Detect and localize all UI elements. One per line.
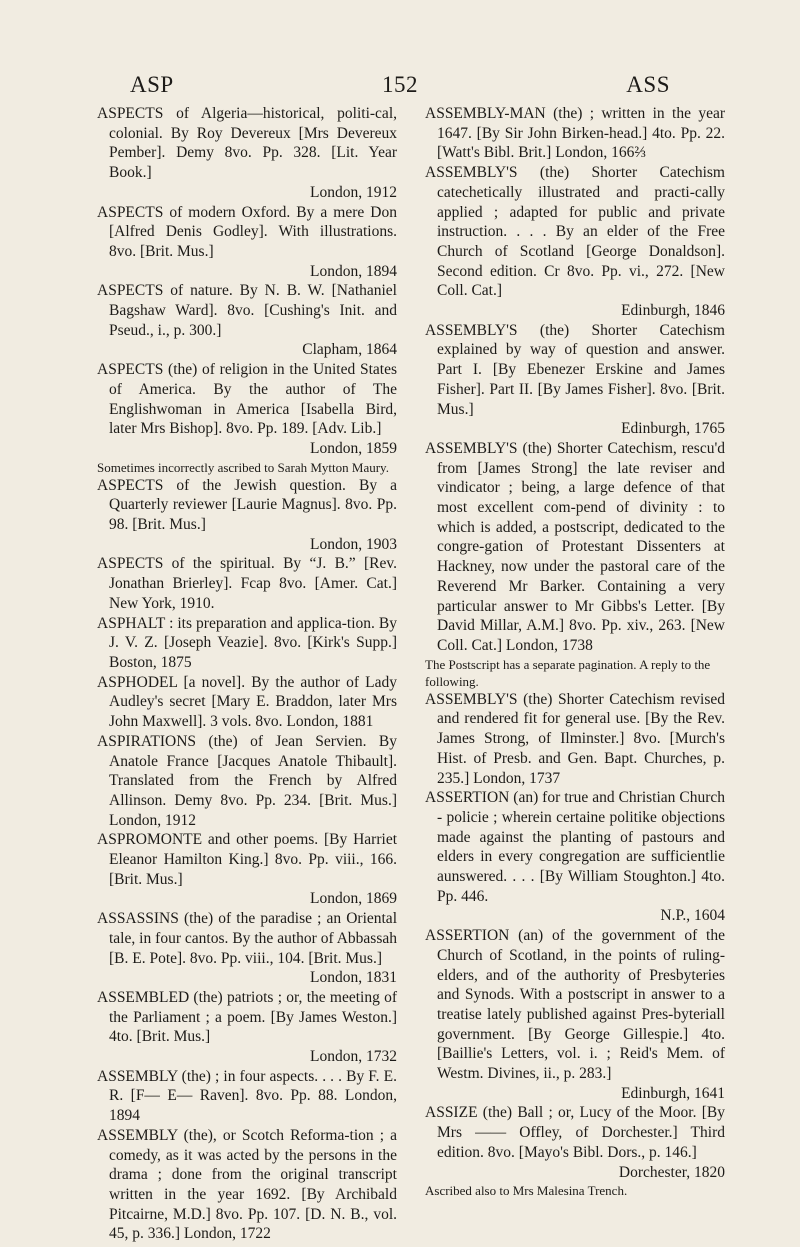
entry-note: Sometimes incorrectly ascribed to Sarah Mytton Maury. <box>97 459 389 475</box>
entry-text: ASSASSINS (the) of the paradise ; an Oriental tale, in four cantos. By the author of Abbassah [B. E. Pote]. 8vo. Pp. viii., 104. [Brit. Mus.] <box>97 910 397 967</box>
bibliography-entry <box>425 926 725 1103</box>
entry-text: ASSEMBLY'S (the) Shorter Catechism explained by way of question and answer. Part I. [By Ebenezer Erskine and James Fisher]. Part II. [By James Fisher]. 8vo. [Brit. Mus.] <box>425 321 725 418</box>
bibliography-entry <box>425 788 725 926</box>
bibliography-entry <box>97 988 397 1067</box>
entry-imprint: Edinburgh, 1765 <box>621 420 725 438</box>
entry-imprint: Edinburgh, 1846 <box>621 302 725 320</box>
header-right-guideword: ASS <box>626 72 670 97</box>
entry-text: ASPECTS of modern Oxford. By a mere Don [Alfred Denis Godley]. With illustrations. 8vo. [Brit. Mus.] <box>97 203 397 260</box>
running-header <box>130 72 670 102</box>
bibliography-entry <box>425 104 725 163</box>
bibliography-entry <box>97 203 397 282</box>
bibliography-entry <box>97 281 397 360</box>
bibliography-entry <box>97 830 397 909</box>
entry-text: ASSIZE (the) Ball ; or, Lucy of the Moor. [By Mrs —— Offley, of Dorchester.] Third edition. 8vo. [Mayo's Bibl. Dors., p. 146.] <box>425 1104 725 1161</box>
entry-text: ASSEMBLY (the), or Scotch Reforma-tion ; a comedy, as it was acted by the persons in the drama ; done from the original transcript written in the year 1692. [By Archibald Pitcairne, M.D.] 8vo. Pp. 107. [D. N. B., vol. 45, p. 336.] London, 1722 <box>97 1126 397 1243</box>
entry-text: ASPECTS of the spiritual. By “J. B.” [Rev. Jonathan Brierley]. Fcap 8vo. [Amer. Cat.] New York, 1910. <box>97 555 397 612</box>
entry-text: ASSEMBLY (the) ; in four aspects. . . . By F. E. R. [F— E— Raven]. 8vo. Pp. 88. London, 1894 <box>97 1067 397 1125</box>
entry-text: ASPECTS of the Jewish question. By a Quarterly reviewer [Laurie Magnus]. 8vo. Pp. 98. [Brit. Mus.] <box>97 476 397 534</box>
entry-imprint: Edinburgh, 1641 <box>621 1084 725 1102</box>
bibliography-entry <box>97 614 397 673</box>
bibliography-entry <box>97 673 397 732</box>
bibliography-entry <box>425 690 725 789</box>
bibliography-entry <box>425 321 725 439</box>
entry-imprint: London, 1732 <box>310 1048 397 1066</box>
header-left-guideword: ASP <box>130 72 174 97</box>
entry-text: ASSEMBLY'S (the) Shorter Catechism, rescu'd from [James Strong] the late reviser and vindicator ; being, a large defence of that most excellent com-pend of divinity : to which is added, a postscript, dedicated to the congre-gation of Protestant Dissenters at Hackney, now under the pastoral care of the Reverend Mr Barker. Containing a very particular answer to Mr Gibbs's Letter. [By David Millar, A.M.] 8vo. Pp. xiv., 263. [New Coll. Cat.] London, 1738 <box>425 439 725 654</box>
entry-imprint: Dorchester, 1820 <box>618 1163 725 1181</box>
entry-text: ASPECTS of nature. By N. B. W. [Nathaniel Bagshaw Ward]. 8vo. [Cushing's Init. and Pseud., i., p. 300.] <box>97 282 397 339</box>
entry-imprint: London, 1912 <box>310 183 397 201</box>
bibliography-entry <box>425 439 725 656</box>
page-number: 152 <box>382 72 418 97</box>
bibliography-entry <box>97 1126 397 1244</box>
bibliography-entry <box>97 732 397 831</box>
entry-text: ASSEMBLY-MAN (the) ; written in the year 1647. [By Sir John Birken-head.] 4to. Pp. 22. [Watt's Bibl. Brit.] London, 166⅔ <box>425 105 725 162</box>
entry-text: ASSERTION (an) for true and Christian Church - policie ; wherein certaine politike objections made against the planting of pastours and elders in every congregation are sufficientlie aunswered. . . . [By William Stoughton.] 4to. Pp. 446. <box>425 789 725 905</box>
entry-note: The Postscript has a separate pagination. A reply to the following. <box>425 656 711 689</box>
bibliography-entry <box>97 476 397 555</box>
entry-text: ASSEMBLY'S (the) Shorter Catechism catechetically illustrated and practi-cally applied ; adapted for public and private instruction. . . . By an elder of the Free Church of Scotland [George Donaldson]. Second edition. Cr 8vo. Pp. vi., 272. [New Coll. Cat.] <box>425 164 725 300</box>
entry-text: ASPIRATIONS (the) of Jean Servien. By Anatole France [Jacques Anatole Thibault]. Translated from the French by Alfred Allinson. Demy 8vo. Pp. 234. [Brit. Mus.] London, 1912 <box>97 732 397 829</box>
entry-text: ASSEMBLY'S (the) Shorter Catechism revised and rendered fit for general use. [By the Rev. James Strong, of Ilminster.] 8vo. [Murch's Hist. of Presb. and Gen. Bapt. Churches, p. 235.] London, 1737 <box>425 690 725 787</box>
entry-text: ASPECTS (the) of religion in the United States of America. By the author of The Englishwoman in America [Isabella Bird, later Mrs Bishop]. 8vo. Pp. 189. [Adv. Lib.] <box>97 361 397 438</box>
entry-imprint: London, 1831 <box>310 969 397 987</box>
entry-imprint: London, 1859 <box>310 439 397 457</box>
bibliography-entry <box>97 1067 397 1126</box>
entry-text: ASPROMONTE and other poems. [By Harriet Eleanor Hamilton King.] 8vo. Pp. viii., 166. [Brit. Mus.] <box>97 831 397 888</box>
entry-imprint: N.P., 1604 <box>660 907 725 925</box>
entry-imprint: London, 1869 <box>310 890 397 908</box>
entry-text: ASPECTS of Algeria—historical, politi-cal, colonial. By Roy Devereux [Mrs Devereux Pember]. Demy 8vo. Pp. 328. [Lit. Year Book.] <box>97 105 397 182</box>
bibliography-entry <box>425 163 725 321</box>
bibliography-entry <box>97 104 397 203</box>
entry-note: Ascribed also to Mrs Malesina Trench. <box>425 1183 628 1199</box>
left-column <box>97 104 397 1244</box>
entry-imprint: London, 1894 <box>310 262 397 280</box>
bibliography-entry <box>425 1103 725 1182</box>
bibliography-entry <box>97 909 397 988</box>
right-column <box>425 104 725 1199</box>
bibliography-entry <box>97 554 397 613</box>
entry-imprint: Clapham, 1864 <box>302 341 397 359</box>
bibliography-entry <box>97 360 397 459</box>
entry-text: ASSEMBLED (the) patriots ; or, the meeting of the Parliament ; a poem. [By James Weston.] 4to. [Brit. Mus.] <box>97 988 397 1046</box>
entry-text: ASPHALT : its preparation and applica-tion. By J. V. Z. [Joseph Veazie]. 8vo. [Kirk's Supp.] Boston, 1875 <box>97 614 397 671</box>
entry-text: ASPHODEL [a novel]. By the author of Lady Audley's secret [Mary E. Braddon, later Mrs John Maxwell]. 3 vols. 8vo. London, 1881 <box>97 673 397 731</box>
entry-imprint: London, 1903 <box>310 535 397 553</box>
entry-text: ASSERTION (an) of the government of the Church of Scotland, in the points of ruling-elders, and of the authority of Presbyteries and Synods. With a postscript in answer to a treatise lately published against Pres-byteriall government. [By George Gillespie.] 4to. [Baillie's Letters, vol. i. ; Reid's Mem. of Westm. Divines, ii., p. 283.] <box>425 927 725 1083</box>
